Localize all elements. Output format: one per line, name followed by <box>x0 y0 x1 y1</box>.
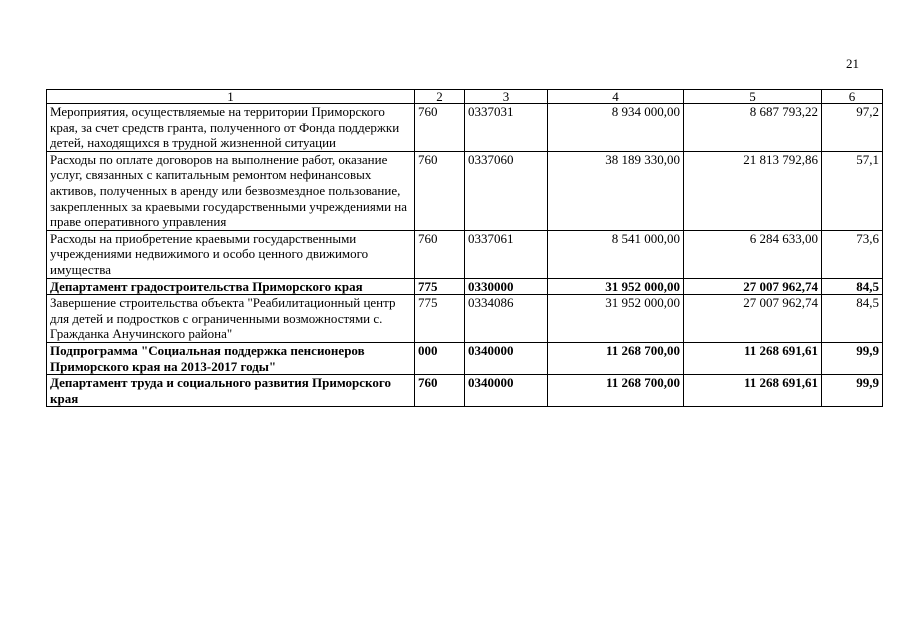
header-col-2: 2 <box>415 90 465 104</box>
page-number: 21 <box>846 56 859 71</box>
row-csr-code: 0337060 <box>465 151 548 230</box>
row-ved-code: 775 <box>415 295 465 343</box>
row-fact-amount: 21 813 792,86 <box>684 151 822 230</box>
row-plan-amount: 11 268 700,00 <box>548 375 684 407</box>
row-fact-amount: 6 284 633,00 <box>684 230 822 278</box>
row-csr-code: 0337061 <box>465 230 548 278</box>
row-csr-code: 0340000 <box>465 342 548 374</box>
row-ved-code: 760 <box>415 230 465 278</box>
row-ved-code: 760 <box>415 375 465 407</box>
header-col-1: 1 <box>47 90 415 104</box>
row-ved-code: 775 <box>415 278 465 295</box>
row-name: Департамент градостроительства Приморского края <box>47 278 415 295</box>
table-row <box>47 104 883 152</box>
row-fact-amount: 8 687 793,22 <box>684 104 822 152</box>
row-plan-amount: 31 952 000,00 <box>548 278 684 295</box>
row-percent: 99,9 <box>822 375 883 407</box>
table-row <box>47 342 883 374</box>
row-ved-code: 760 <box>415 104 465 152</box>
header-col-6: 6 <box>822 90 883 104</box>
row-csr-code: 0334086 <box>465 295 548 343</box>
row-fact-amount: 11 268 691,61 <box>684 342 822 374</box>
row-percent: 57,1 <box>822 151 883 230</box>
row-fact-amount: 11 268 691,61 <box>684 375 822 407</box>
row-plan-amount: 8 934 000,00 <box>548 104 684 152</box>
row-percent: 97,2 <box>822 104 883 152</box>
row-name: Расходы на приобретение краевыми государственными учреждениями недвижимого и особо ценного движимого имущества <box>47 230 415 278</box>
table-row <box>47 151 883 230</box>
row-name: Расходы по оплате договоров на выполнение работ, оказание услуг, связанных с капитальным ремонтом нефинансовых активов, полученных в аренду или безвозмездное пользование, закрепленных за краевыми государственными учреждениями на праве оперативного управления <box>47 151 415 230</box>
row-percent: 73,6 <box>822 230 883 278</box>
row-percent: 84,5 <box>822 295 883 343</box>
row-csr-code: 0337031 <box>465 104 548 152</box>
row-plan-amount: 31 952 000,00 <box>548 295 684 343</box>
row-name: Департамент труда и социального развития Приморского края <box>47 375 415 407</box>
row-percent: 99,9 <box>822 342 883 374</box>
row-plan-amount: 11 268 700,00 <box>548 342 684 374</box>
header-col-4: 4 <box>548 90 684 104</box>
row-plan-amount: 8 541 000,00 <box>548 230 684 278</box>
row-csr-code: 0340000 <box>465 375 548 407</box>
row-name: Мероприятия, осуществляемые на территории Приморского края, за счет средств гранта, полученного от Фонда поддержки детей, находящихся в трудной жизненной ситуации <box>47 104 415 152</box>
row-plan-amount: 38 189 330,00 <box>548 151 684 230</box>
row-name: Завершение строительства объекта "Реабилитационный центр для детей и подростков с ограниченными возможностями с. Гражданка Анучинского района" <box>47 295 415 343</box>
row-name: Подпрограмма "Социальная поддержка пенсионеров Приморского края на 2013-2017 годы" <box>47 342 415 374</box>
table-row <box>47 375 883 407</box>
row-percent: 84,5 <box>822 278 883 295</box>
budget-execution-table <box>46 89 883 407</box>
header-row <box>47 90 883 104</box>
table-row <box>47 295 883 343</box>
row-ved-code: 760 <box>415 151 465 230</box>
table-row <box>47 230 883 278</box>
row-fact-amount: 27 007 962,74 <box>684 295 822 343</box>
header-col-3: 3 <box>465 90 548 104</box>
row-ved-code: 000 <box>415 342 465 374</box>
row-csr-code: 0330000 <box>465 278 548 295</box>
table-row <box>47 278 883 295</box>
row-fact-amount: 27 007 962,74 <box>684 278 822 295</box>
header-col-5: 5 <box>684 90 822 104</box>
